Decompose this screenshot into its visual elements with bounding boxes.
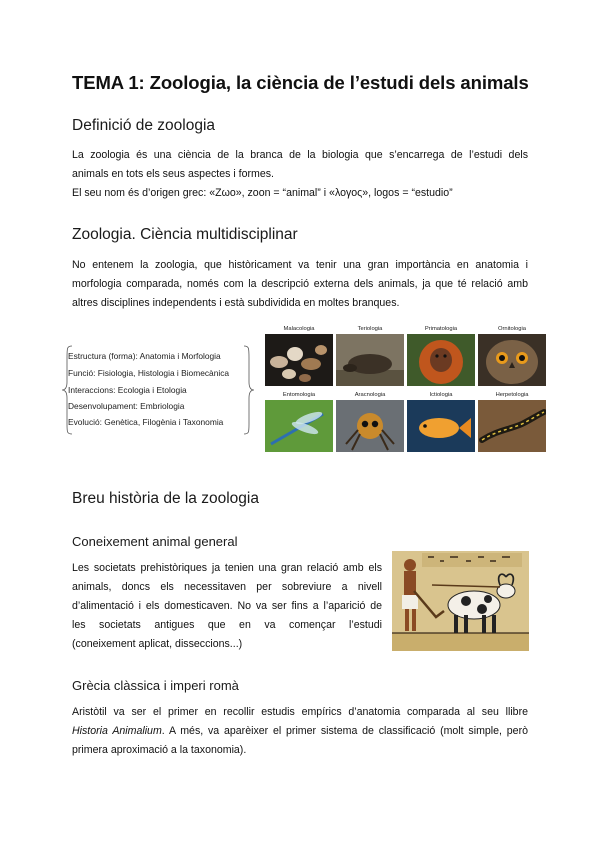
owl-image xyxy=(478,334,546,386)
image-caption: Aracnologia xyxy=(354,392,386,398)
image-caption: Malacologia xyxy=(283,326,315,332)
image-caption: Teriologia xyxy=(357,326,383,332)
spider-image xyxy=(336,400,404,452)
branch-item: Estructura (forma): Anatomia i Morfologia xyxy=(68,351,221,361)
heading-coneixement: Coneixement animal general xyxy=(72,534,238,549)
image-teriologia xyxy=(336,326,404,388)
text-line: animals en tots els seus aspectes i formes. xyxy=(72,168,274,180)
egyptian-painting-image xyxy=(392,551,529,651)
text-line: d’alimentació i els domesticaven. No va ser fins a l’aparició de xyxy=(72,600,382,612)
text-line: La zoologia és una ciència de la branca de la biologia que s’encarrega de l’estudi dels xyxy=(72,149,528,161)
heading-historia: Breu història de la zoologia xyxy=(72,490,259,507)
text-line: altres disciplines independents i està subdividida en moltes branques. xyxy=(72,297,400,309)
page-title: TEMA 1: Zoologia, la ciència de l’estudi dels animals xyxy=(72,72,529,93)
heading-grecia: Grècia clàssica i imperi romà xyxy=(72,678,239,693)
branch-item: Funció: Fisiologia, Histologia i Biomecànica xyxy=(68,368,230,378)
image-caption: Herpetologia xyxy=(495,392,529,398)
branch-item: Interaccions: Ecologia i Etologia xyxy=(68,385,187,395)
image-caption: Entomologia xyxy=(282,392,316,398)
paragraph-grecia xyxy=(72,703,528,760)
image-caption: Primatologia xyxy=(424,326,458,332)
text-line xyxy=(72,722,528,741)
image-herpetologia xyxy=(478,392,546,454)
lizard-image xyxy=(478,400,546,452)
text-fragment: . A més, va aparèixer el primer sistema de classificació (molt simple, però xyxy=(161,725,528,737)
text-line: No entenem la zoologia, que històricament va tenir una gran importància en anatomia i xyxy=(72,259,528,271)
text-line: les societats antigues que en va començar l’estudi xyxy=(72,619,382,631)
heading-definicio: Definició de zoologia xyxy=(72,117,216,134)
image-ictiologia xyxy=(407,392,475,454)
text-line: animals, doncs els necessitaven per sobreviure a nivell xyxy=(72,581,382,593)
image-entomologia xyxy=(265,392,333,454)
fish-image xyxy=(407,400,475,452)
image-malacologia xyxy=(265,326,333,388)
animal-image-grid xyxy=(265,326,547,454)
text-line: (coneixement aplicat, disseccions...) xyxy=(72,638,243,650)
text-line: morfologia comparada, només com la descripció externa dels animals, ja que té relació amb xyxy=(72,278,528,290)
image-ornitologia xyxy=(478,326,546,388)
paragraph-definicio xyxy=(72,146,528,203)
image-caption: Ornitologia xyxy=(497,326,527,332)
text-line: Les societats prehistòriques ja tenien una gran relació amb els xyxy=(72,562,382,574)
shells-image xyxy=(265,334,333,386)
paragraph-multidisciplinar xyxy=(72,256,528,313)
branch-item: Desenvolupament: Embriologia xyxy=(68,401,185,411)
paragraph-coneixement xyxy=(72,559,382,654)
image-aracnologia xyxy=(336,392,404,454)
text-line: El seu nom és d’origen grec: «Ζωο», zoon = “animal” i «λογος», logos = “estudio” xyxy=(72,187,453,199)
text-line: primera aproximació a la taxonomia). xyxy=(72,744,247,756)
image-primatologia xyxy=(407,326,475,388)
heading-multidisciplinar: Zoologia. Ciència multidisciplinar xyxy=(72,226,298,243)
dragonfly-image xyxy=(265,400,333,452)
orangutan-image xyxy=(407,334,475,386)
branch-item: Evolució: Genètica, Filogènia i Taxonomia xyxy=(68,417,224,427)
book-title: Historia Animalium xyxy=(72,725,162,737)
image-caption: Ictiologia xyxy=(429,392,453,398)
pangolin-image xyxy=(336,334,404,386)
text-line: Aristòtil va ser el primer en recollir estudis empírics d’anatomia comparada al seu llibre xyxy=(72,706,528,718)
branches-diagram xyxy=(60,344,256,436)
